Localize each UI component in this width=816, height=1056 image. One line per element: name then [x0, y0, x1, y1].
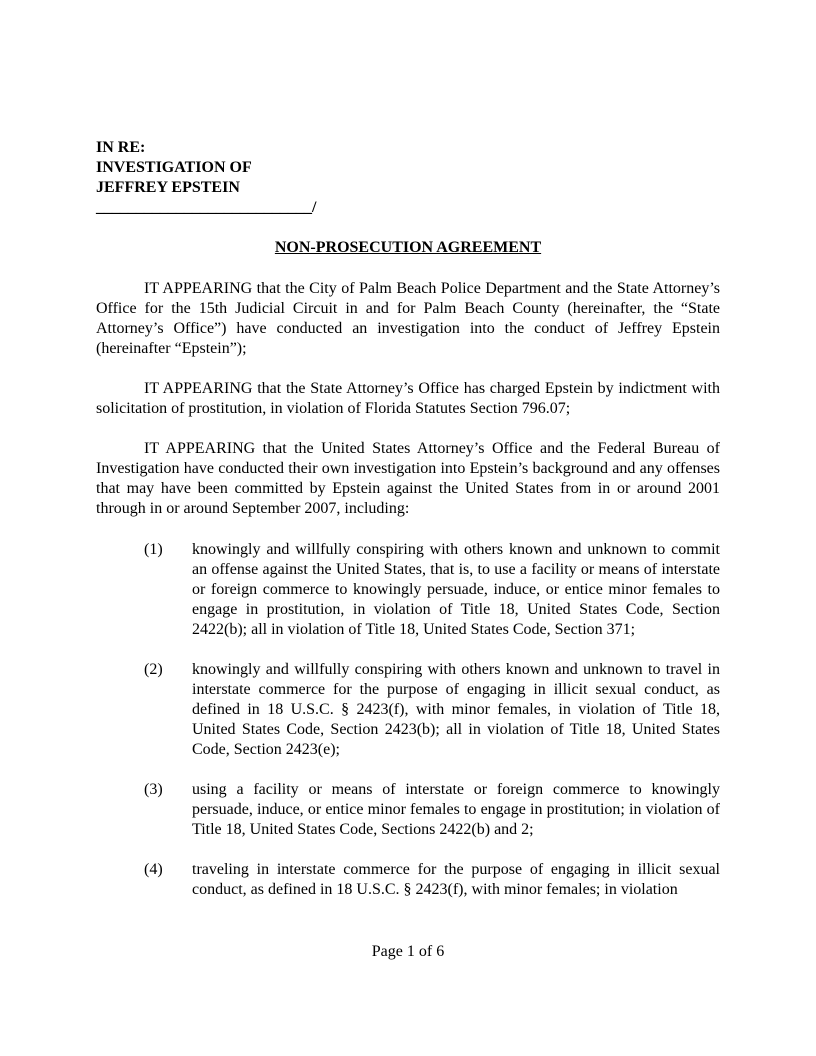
recital-paragraph: IT APPEARING that the City of Palm Beach Police Department and the State Attorney’s Office for the 15th Judicial Circuit in and for Palm Beach County (hereinafter, the “State Attorney’s Office”) have conducted an investigation into the conduct of Jeffrey Epstein (hereinafter “Epstein”);	[96, 280, 720, 357]
offense-item	[96, 860, 720, 900]
recital-paragraph: IT APPEARING that the State Attorney’s Office has charged Epstein by indictment with solicitation of prostitution, in violation of Florida Statutes Section 796.07;	[96, 380, 720, 417]
caption-line-investigation: INVESTIGATION OF	[96, 159, 252, 176]
caption-signature-line: ___________________________/	[96, 199, 317, 216]
document-title: NON-PROSECUTION AGREEMENT	[274, 239, 542, 256]
case-caption	[96, 138, 316, 218]
caption-line-in-re: IN RE:	[96, 139, 146, 156]
offense-list	[96, 540, 720, 920]
offense-item-text: knowingly and willfully conspiring with others known and unknown to commit an offense against the United States, that is, to use a facility or means of interstate or foreign commerce to knowingly persuade, induce, or entice minor females to engage in prostitution, in violation of Title 18, United States Code, Section 2422(b); all in violation of Title 18, United States Code, Section 371;	[192, 541, 720, 638]
offense-item-number: (4)	[144, 861, 163, 878]
offense-item-number: (3)	[144, 781, 163, 798]
page-number: Page 1 of 6	[371, 943, 445, 960]
offense-item	[96, 780, 720, 840]
recitals	[96, 279, 720, 539]
offense-item-number: (1)	[144, 541, 163, 558]
caption-line-name: JEFFREY EPSTEIN	[96, 179, 240, 196]
offense-item-number: (2)	[144, 661, 163, 678]
offense-item	[96, 540, 720, 640]
offense-item	[96, 660, 720, 760]
offense-item-text: traveling in interstate commerce for the purpose of engaging in illicit sexual conduct, as defined in 18 U.S.C. § 2423(f), with minor females; in violation	[192, 861, 720, 898]
offense-item-text: knowingly and willfully conspiring with others known and unknown to travel in interstate commerce for the purpose of engaging in illicit sexual conduct, as defined in 18 U.S.C. § 2423(f), with minor females, in violation of Title 18, United States Code, Section 2423(b); all in violation of Title 18, United States Code, Section 2423(e);	[192, 661, 720, 758]
recital-paragraph: IT APPEARING that the United States Attorney’s Office and the Federal Bureau of Investigation have conducted their own investigation into Epstein’s background and any offenses that may have been committed by Epstein against the United States from in or around 2001 through in or around September 2007, including:	[96, 440, 720, 517]
offense-item-text: using a facility or means of interstate or foreign commerce to knowingly persuade, induce, or entice minor females to engage in prostitution; in violation of Title 18, United States Code, Sections 2422(b) and 2;	[192, 781, 720, 838]
